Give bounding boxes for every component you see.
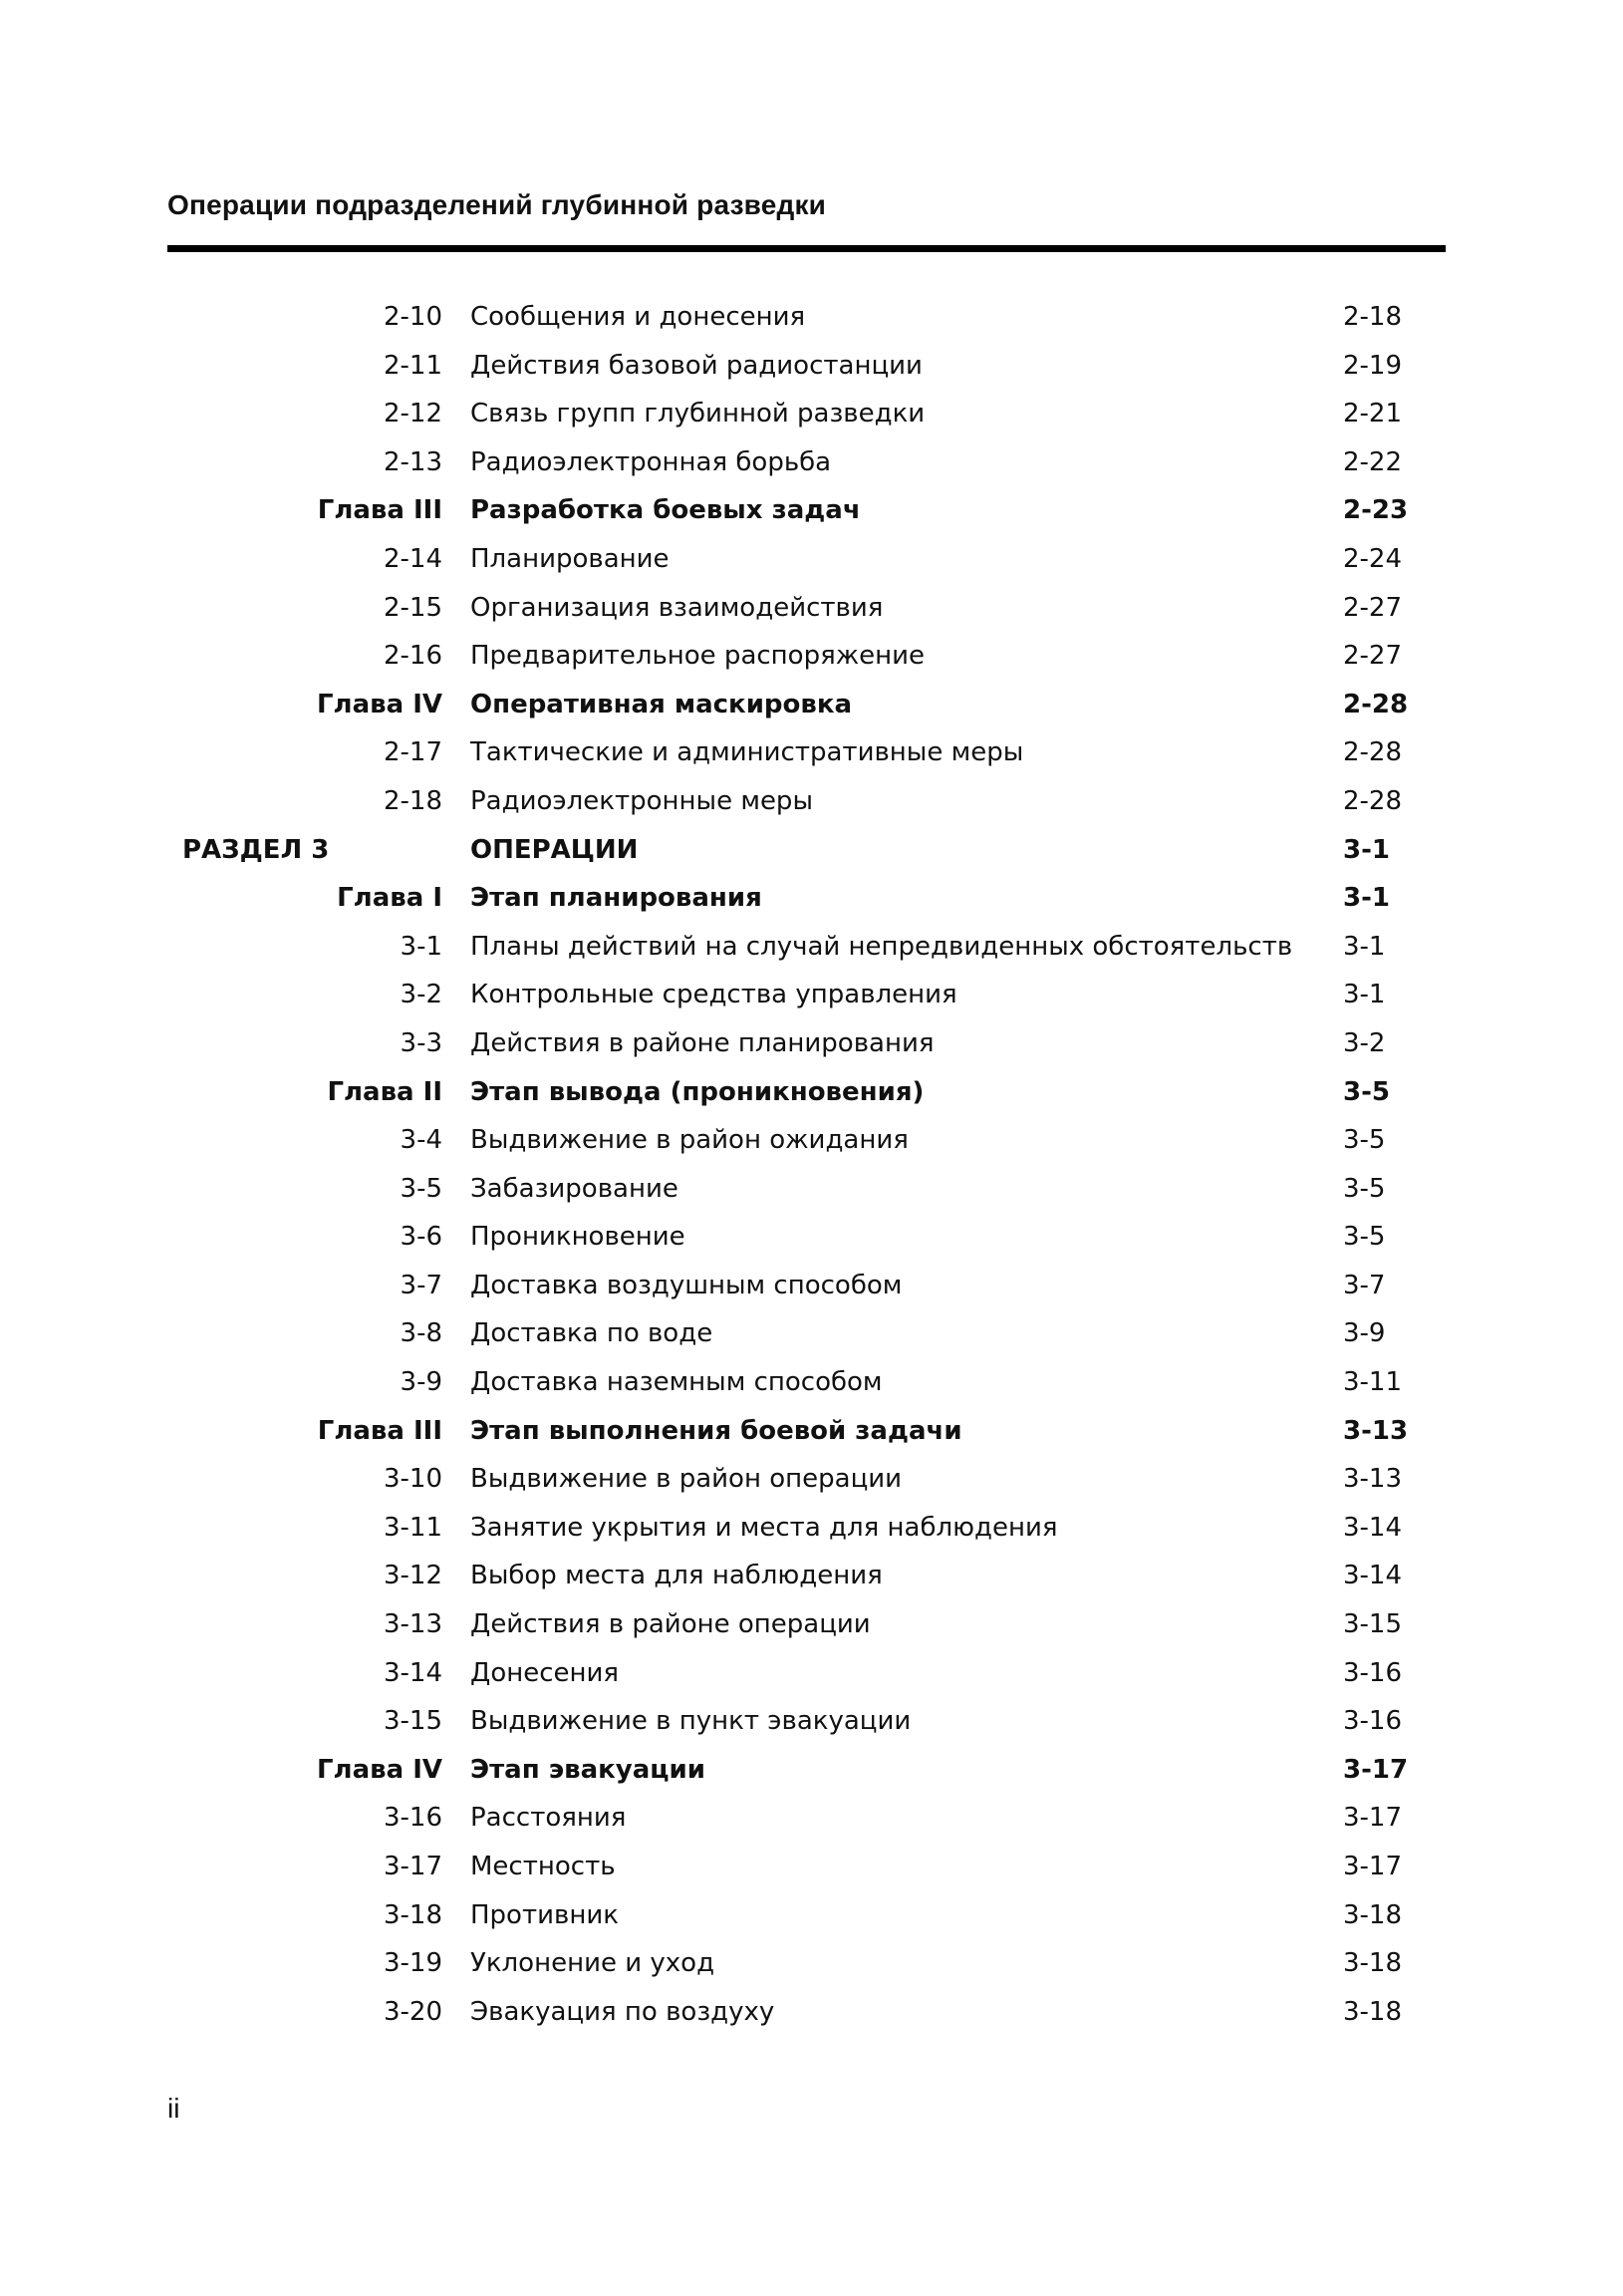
toc-page-ref: 3-14 xyxy=(1343,1561,1403,1591)
toc-number: 3-1 xyxy=(400,931,442,962)
toc-page-ref: 2-23 xyxy=(1343,495,1409,526)
toc-number: РАЗДЕЛ 3 xyxy=(182,834,330,865)
toc-number: 3-8 xyxy=(400,1318,442,1349)
toc-number: 3-18 xyxy=(383,1899,442,1930)
toc-page-ref: 3-16 xyxy=(1343,1706,1403,1737)
toc-entry[interactable] xyxy=(0,777,1623,826)
table-of-contents xyxy=(0,293,1623,2036)
page-number: ii xyxy=(167,2093,180,2124)
toc-page-ref: 3-7 xyxy=(1343,1270,1386,1300)
toc-entry[interactable] xyxy=(0,632,1623,681)
toc-number: 3-19 xyxy=(383,1948,442,1979)
toc-number: 2-14 xyxy=(383,543,442,574)
toc-entry[interactable] xyxy=(0,1116,1623,1165)
header-rule xyxy=(167,245,1446,252)
toc-title: Радиоэлектронная борьба xyxy=(470,446,832,477)
running-head-title: Операции подразделений глубинной разведки xyxy=(167,189,827,220)
toc-title: Организация взаимодействия xyxy=(470,592,884,623)
toc-number: 2-16 xyxy=(383,641,442,672)
toc-number: 3-9 xyxy=(400,1367,442,1398)
toc-page-ref: 3-18 xyxy=(1343,1948,1403,1979)
toc-title: Этап планирования xyxy=(470,883,762,914)
toc-page-ref: 2-27 xyxy=(1343,641,1403,672)
toc-number: Глава III xyxy=(317,1415,442,1446)
toc-title: Связь групп глубинной разведки xyxy=(470,399,926,430)
toc-number: 2-13 xyxy=(383,446,442,477)
toc-page-ref: 3-5 xyxy=(1343,1173,1386,1204)
toc-page-ref: 3-5 xyxy=(1343,1222,1386,1253)
toc-number: 3-12 xyxy=(383,1561,442,1591)
toc-entry[interactable] xyxy=(0,390,1623,438)
toc-entry[interactable] xyxy=(0,1213,1623,1262)
toc-chapter[interactable] xyxy=(0,681,1623,729)
toc-title: Радиоэлектронные меры xyxy=(470,785,813,816)
toc-entry[interactable] xyxy=(0,1552,1623,1600)
toc-page-ref: 2-21 xyxy=(1343,399,1403,430)
toc-page-ref: 3-9 xyxy=(1343,1318,1386,1349)
toc-page-ref: 3-18 xyxy=(1343,1899,1403,1930)
toc-page-ref: 3-14 xyxy=(1343,1512,1403,1543)
toc-title: Проникновение xyxy=(470,1222,685,1253)
toc-page-ref: 2-28 xyxy=(1343,689,1409,719)
toc-number: 2-18 xyxy=(383,785,442,816)
toc-section[interactable] xyxy=(0,826,1623,875)
toc-chapter[interactable] xyxy=(0,1068,1623,1117)
toc-number: 3-7 xyxy=(400,1270,442,1300)
toc-entry[interactable] xyxy=(0,923,1623,972)
toc-entry[interactable] xyxy=(0,1019,1623,1068)
toc-title: Планирование xyxy=(470,543,670,574)
toc-page-ref: 2-24 xyxy=(1343,543,1403,574)
toc-page-ref: 3-1 xyxy=(1343,834,1390,865)
toc-page-ref: 3-13 xyxy=(1343,1415,1409,1446)
toc-title: Этап эвакуации xyxy=(470,1754,705,1785)
toc-number: 3-14 xyxy=(383,1657,442,1688)
toc-number: 2-10 xyxy=(383,302,442,332)
toc-entry[interactable] xyxy=(0,1939,1623,1988)
toc-number: 2-11 xyxy=(383,350,442,381)
toc-number: 3-13 xyxy=(383,1609,442,1640)
toc-title: Оперативная маскировка xyxy=(470,689,853,719)
toc-entry[interactable] xyxy=(0,1165,1623,1214)
toc-entry[interactable] xyxy=(0,342,1623,391)
toc-number: 3-10 xyxy=(383,1464,442,1495)
toc-title: Выдвижение в район ожидания xyxy=(470,1125,909,1156)
toc-page-ref: 3-15 xyxy=(1343,1609,1403,1640)
toc-title: Сообщения и донесения xyxy=(470,302,806,332)
toc-entry[interactable] xyxy=(0,1600,1623,1649)
toc-entry[interactable] xyxy=(0,971,1623,1019)
toc-page-ref: 3-1 xyxy=(1343,931,1386,962)
toc-title: Донесения xyxy=(470,1657,620,1688)
toc-title: Выбор места для наблюдения xyxy=(470,1561,883,1591)
toc-number: 3-2 xyxy=(400,980,442,1010)
toc-entry[interactable] xyxy=(0,1891,1623,1940)
toc-title: Занятие укрытия и места для наблюдения xyxy=(470,1512,1058,1543)
toc-title: Выдвижение в пункт эвакуации xyxy=(470,1706,912,1737)
toc-page-ref: 3-16 xyxy=(1343,1657,1403,1688)
toc-number: Глава II xyxy=(327,1076,442,1107)
toc-title: Забазирование xyxy=(470,1173,678,1204)
toc-page-ref: 3-17 xyxy=(1343,1754,1409,1785)
toc-entry[interactable] xyxy=(0,1649,1623,1698)
toc-number: 3-15 xyxy=(383,1706,442,1737)
toc-title: Эвакуация по воздуху xyxy=(470,1996,775,2027)
toc-page-ref: 3-5 xyxy=(1343,1125,1386,1156)
toc-entry[interactable] xyxy=(0,293,1623,342)
toc-entry[interactable] xyxy=(0,1697,1623,1746)
toc-entry[interactable] xyxy=(0,1504,1623,1553)
toc-title: Планы действий на случай непредвиденных обстоятельств xyxy=(470,931,1293,962)
toc-page-ref: 3-11 xyxy=(1343,1367,1403,1398)
toc-title: Расстояния xyxy=(470,1803,627,1834)
toc-page-ref: 3-1 xyxy=(1343,980,1386,1010)
toc-number: 2-17 xyxy=(383,737,442,768)
toc-title: Контрольные средства управления xyxy=(470,980,957,1010)
toc-number: 3-20 xyxy=(383,1996,442,2027)
toc-number: Глава III xyxy=(317,495,442,526)
toc-title: Действия базовой радиостанции xyxy=(470,350,923,381)
toc-chapter[interactable] xyxy=(0,486,1623,535)
toc-title: Доставка по воде xyxy=(470,1318,713,1349)
toc-title: Выдвижение в район операции xyxy=(470,1464,903,1495)
toc-page-ref: 3-13 xyxy=(1343,1464,1403,1495)
toc-entry[interactable] xyxy=(0,584,1623,633)
toc-title: Этап вывода (проникновения) xyxy=(470,1076,925,1107)
toc-number: Глава IV xyxy=(316,689,442,719)
toc-entry[interactable] xyxy=(0,1358,1623,1407)
toc-number: 3-11 xyxy=(383,1512,442,1543)
toc-entry[interactable] xyxy=(0,438,1623,487)
toc-title: Действия в районе планирования xyxy=(470,1027,935,1058)
toc-number: 3-6 xyxy=(400,1222,442,1253)
toc-number: Глава I xyxy=(337,883,442,914)
toc-page-ref: 2-27 xyxy=(1343,592,1403,623)
toc-number: 2-15 xyxy=(383,592,442,623)
toc-number: Глава IV xyxy=(316,1754,442,1785)
toc-entry[interactable] xyxy=(0,1988,1623,2037)
toc-entry[interactable] xyxy=(0,535,1623,584)
toc-page-ref: 3-2 xyxy=(1343,1027,1386,1058)
toc-page-ref: 3-18 xyxy=(1343,1996,1403,2027)
toc-title: Уклонение и уход xyxy=(470,1948,715,1979)
toc-title: Действия в районе операции xyxy=(470,1609,871,1640)
toc-title: Предварительное распоряжение xyxy=(470,641,926,672)
toc-number: 3-3 xyxy=(400,1027,442,1058)
toc-page-ref: 3-17 xyxy=(1343,1803,1403,1834)
toc-number: 3-5 xyxy=(400,1173,442,1204)
toc-entry[interactable] xyxy=(0,1309,1623,1358)
toc-chapter[interactable] xyxy=(0,1746,1623,1795)
toc-title: Разработка боевых задач xyxy=(470,495,861,526)
toc-title: Доставка наземным способом xyxy=(470,1367,883,1398)
toc-page-ref: 3-1 xyxy=(1343,883,1390,914)
toc-number: 3-4 xyxy=(400,1125,442,1156)
toc-number: 2-12 xyxy=(383,399,442,430)
toc-page-ref: 2-28 xyxy=(1343,785,1403,816)
toc-page-ref: 2-18 xyxy=(1343,302,1403,332)
toc-number: 3-16 xyxy=(383,1803,442,1834)
toc-page-ref: 2-22 xyxy=(1343,446,1403,477)
toc-entry[interactable] xyxy=(0,1455,1623,1504)
toc-entry[interactable] xyxy=(0,1794,1623,1843)
toc-entry[interactable] xyxy=(0,1262,1623,1310)
toc-page-ref: 2-28 xyxy=(1343,737,1403,768)
toc-page-ref: 3-17 xyxy=(1343,1852,1403,1881)
toc-title: Местность xyxy=(470,1852,616,1881)
toc-chapter[interactable] xyxy=(0,874,1623,923)
toc-title: Тактические и административные меры xyxy=(470,737,1024,768)
toc-entry[interactable] xyxy=(0,1843,1623,1891)
toc-chapter[interactable] xyxy=(0,1407,1623,1456)
toc-title: Доставка воздушным способом xyxy=(470,1270,903,1300)
toc-page-ref: 2-19 xyxy=(1343,350,1403,381)
toc-number: 3-17 xyxy=(383,1852,442,1881)
toc-title: Противник xyxy=(470,1899,619,1930)
toc-entry[interactable] xyxy=(0,728,1623,777)
toc-title: ОПЕРАЦИИ xyxy=(470,834,639,865)
toc-title: Этап выполнения боевой задачи xyxy=(470,1415,962,1446)
toc-page-ref: 3-5 xyxy=(1343,1076,1390,1107)
